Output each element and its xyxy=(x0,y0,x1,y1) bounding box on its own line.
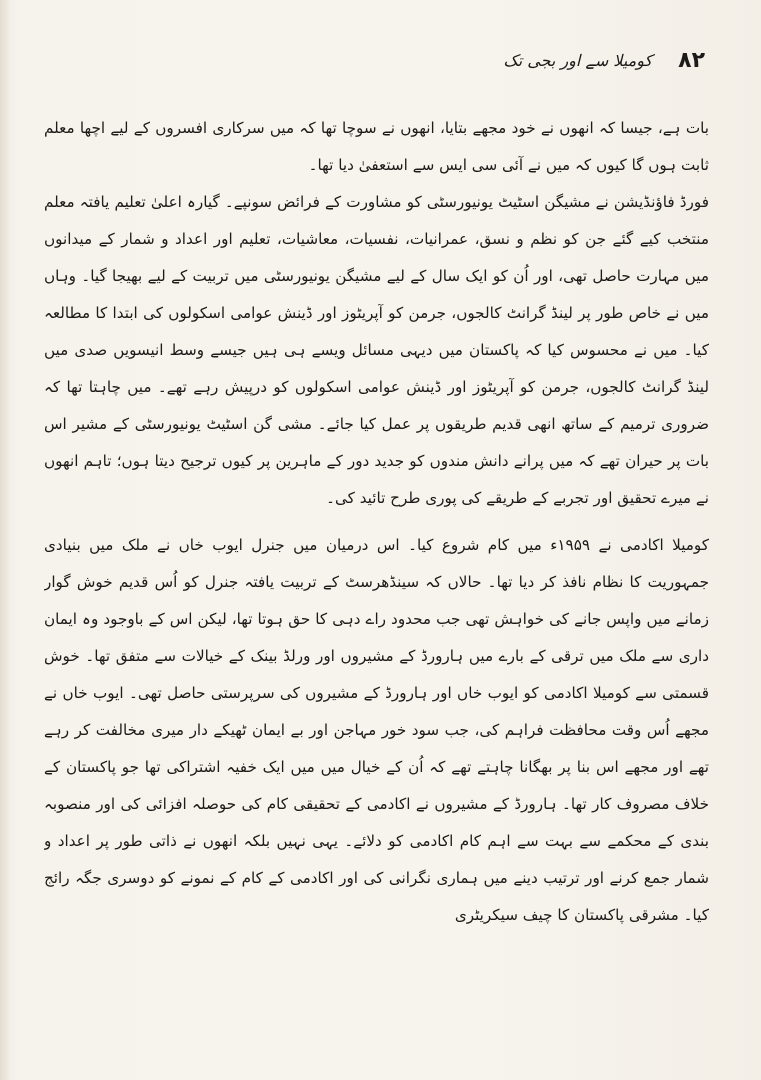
page-number: ۸۲ xyxy=(678,47,705,73)
page-header xyxy=(480,44,705,76)
paragraph: بات ہے، جیسا کہ انھوں نے خود مجھے بتایا، انھوں نے سوچا تھا کہ میں سرکاری افسروں کے لیے اچھا معلم ثابت ہوں گا کیوں کہ میں نے آئی سی ایس سے استعفیٰ دیا تھا۔ xyxy=(44,119,709,174)
running-title: کومیلا سے اور بجی تک xyxy=(503,50,653,70)
page-gutter-shadow xyxy=(0,0,10,1080)
paragraph: کومیلا اکادمی نے ۱۹۵۹ء میں کام شروع کیا۔ اس درمیان میں جنرل ایوب خاں نے ملک میں بنیادی جمہوریت کا نظام نافذ کر دیا تھا۔ حالاں کہ سینڈھرسٹ کے تربیت یافتہ جنرل کو اُس قدیم خوش گوار زمانے میں واپس جانے کی خواہش تھی جب محدود راے دہی کا حق ہوتا تھا، لیکن اس کے باوجود وہ ایمان داری سے ملک میں ترقی کے بارے میں ہارورڈ کے مشیروں اور ورلڈ بینک کے خیالات سے متفق تھا۔ خوش قسمتی سے کومیلا اکادمی کو ایوب خاں اور ہارورڈ کے مشیروں کی سرپرستی حاصل تھی۔ ایوب خاں نے مجھے اُس وقت محافظت فراہم کی، جب سود خور مہاجن اور بے ایمان ٹھیکے دار میری مخالفت کر رہے تھے اور مجھے اس بنا پر بھگانا چاہتے تھے کہ اُن کے خیال میں میں ایک خفیہ اشتراکی تھا جو پاکستان کے خلاف مصروف کار تھا۔ ہارورڈ کے مشیروں نے اکادمی کے تحقیقی کام کی حوصلہ افزائی کی اور منصوبہ بندی کے محکمے سے بہت سے اہم کام اکادمی کو دلائے۔ یہی نہیں بلکہ انھوں نے ذاتی طور پر اعداد و شمار جمع کرنے اور ترتیب دینے میں ہماری نگرانی کی اور اکادمی کے کام کے نمونے کو دوسری جگہ رائج کیا۔ مشرقی پاکستان کا چیف سیکریٹری xyxy=(44,536,709,924)
body-text xyxy=(44,110,709,1040)
paragraph: فورڈ فاؤنڈیشن نے مشیگن اسٹیٹ یونیورسٹی کو مشاورت کے فرائض سونپے۔ گیارہ اعلیٰ تعلیم یافتہ معلم منتخب کیے گئے جن کو نظم و نسق، عمرانیات، نفسیات، معاشیات، تعلیم اور اعداد و شمار کے میدانوں میں مہارت حاصل تھی، اور اُن کو ایک سال کے لیے مشیگن یونیورسٹی میں تربیت کے لیے بھیجا گیا۔ وہاں میں نے خاص طور پر لینڈ گرانٹ کالجوں، جرمن کو آپریٹوز اور ڈینش عوامی اسکولوں کی ابتدا کا مطالعہ کیا۔ میں نے محسوس کیا کہ پاکستان میں دیہی مسائل ویسے ہی ہیں جیسے وسط انیسویں صدی میں لینڈ گرانٹ کالجوں، جرمن کو آپریٹوز اور ڈینش عوامی اسکولوں کو درپیش رہے تھے۔ میں چاہتا تھا کہ ضروری ترمیم کے ساتھ انھی قدیم طریقوں پر عمل کیا جائے۔ مشی گن اسٹیٹ یونیورسٹی کے مشیر اس بات پر حیران تھے کہ میں پرانے دانش مندوں کو جدید دور کے ماہرین پر کیوں ترجیح دیتا ہوں؛ تاہم انھوں نے میرے تحقیق اور تجربے کے طریقے کی پوری طرح تائید کی۔ xyxy=(44,193,709,507)
